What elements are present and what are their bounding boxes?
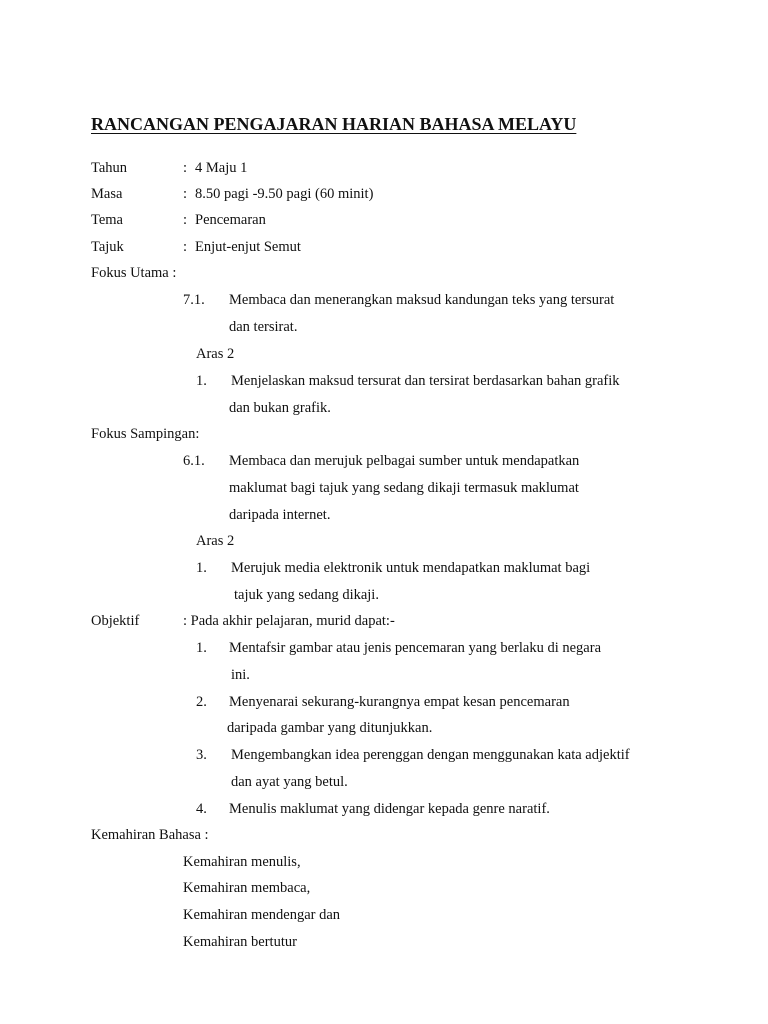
tahun-value: 4 Maju 1 (195, 160, 248, 176)
tahun-separator: : (183, 160, 188, 176)
objektif-item-number: 4. (196, 801, 207, 817)
kemahiran-item: Kemahiran menulis, (183, 854, 301, 870)
kemahiran-item: Kemahiran membaca, (183, 880, 311, 896)
fokus-sampingan-label: Fokus Sampingan: (91, 426, 200, 442)
tajuk-value: Enjut-enjut Semut (195, 239, 301, 255)
fokus-utama-line: Membaca dan menerangkan maksud kandungan teks yang tersurat (229, 292, 615, 308)
fokus-utama-sub-line: Menjelaskan maksud tersurat dan tersirat berdasarkan bahan grafik (231, 373, 620, 389)
fokus-sampingan-sub-line: tajuk yang sedang dikaji. (234, 587, 379, 603)
objektif-label: Objektif (91, 613, 140, 629)
objektif-item-number: 3. (196, 747, 207, 763)
fokus-utama-number: 7.1. (183, 292, 205, 308)
fokus-sampingan-aras: Aras 2 (196, 533, 235, 549)
objektif-item-line: Mentafsir gambar atau jenis pencemaran yang berlaku di negara (229, 640, 602, 656)
fokus-sampingan-sub-number: 1. (196, 560, 207, 576)
fokus-utama-sub-number: 1. (196, 373, 207, 389)
masa-label: Masa (91, 186, 123, 202)
objektif-item-line: dan ayat yang betul. (231, 774, 348, 790)
page-title: RANCANGAN PENGAJARAN HARIAN BAHASA MELAYU (91, 114, 577, 134)
fokus-utama-sub-line: dan bukan grafik. (229, 400, 331, 416)
tema-value: Pencemaran (195, 212, 266, 228)
objektif-item-number: 1. (196, 640, 207, 656)
fokus-sampingan-number: 6.1. (183, 453, 205, 469)
masa-separator: : (183, 186, 188, 202)
objektif-item-line: daripada gambar yang ditunjukkan. (227, 720, 433, 736)
objektif-item-line: ini. (231, 667, 250, 683)
objektif-item-line: Mengembangkan idea perenggan dengan menggunakan kata adjektif (231, 747, 630, 763)
objektif-item-number: 2. (196, 694, 207, 710)
kemahiran-label: Kemahiran Bahasa : (91, 827, 209, 843)
objektif-item-line: Menyenarai sekurang-kurangnya empat kesan pencemaran (229, 694, 570, 710)
masa-value: 8.50 pagi -9.50 pagi (60 minit) (195, 186, 374, 202)
fokus-sampingan-sub-line: Merujuk media elektronik untuk mendapatkan maklumat bagi (231, 560, 591, 576)
fokus-sampingan-line: Membaca dan merujuk pelbagai sumber untuk mendapatkan (229, 453, 580, 469)
tahun-label: Tahun (91, 160, 128, 176)
objektif-intro: : Pada akhir pelajaran, murid dapat:- (183, 613, 395, 629)
tema-separator: : (183, 212, 188, 228)
tajuk-label: Tajuk (91, 239, 124, 255)
tajuk-separator: : (183, 239, 188, 255)
fokus-utama-label: Fokus Utama : (91, 265, 177, 281)
fokus-utama-aras: Aras 2 (196, 346, 235, 362)
fokus-sampingan-line: maklumat bagi tajuk yang sedang dikaji termasuk maklumat (229, 480, 579, 496)
fokus-utama-line: dan tersirat. (229, 319, 298, 335)
objektif-item-line: Menulis maklumat yang didengar kepada genre naratif. (229, 801, 550, 817)
tema-label: Tema (91, 212, 123, 228)
fokus-sampingan-line: daripada internet. (229, 507, 331, 523)
kemahiran-item: Kemahiran mendengar dan (183, 907, 341, 923)
kemahiran-item: Kemahiran bertutur (183, 934, 297, 950)
